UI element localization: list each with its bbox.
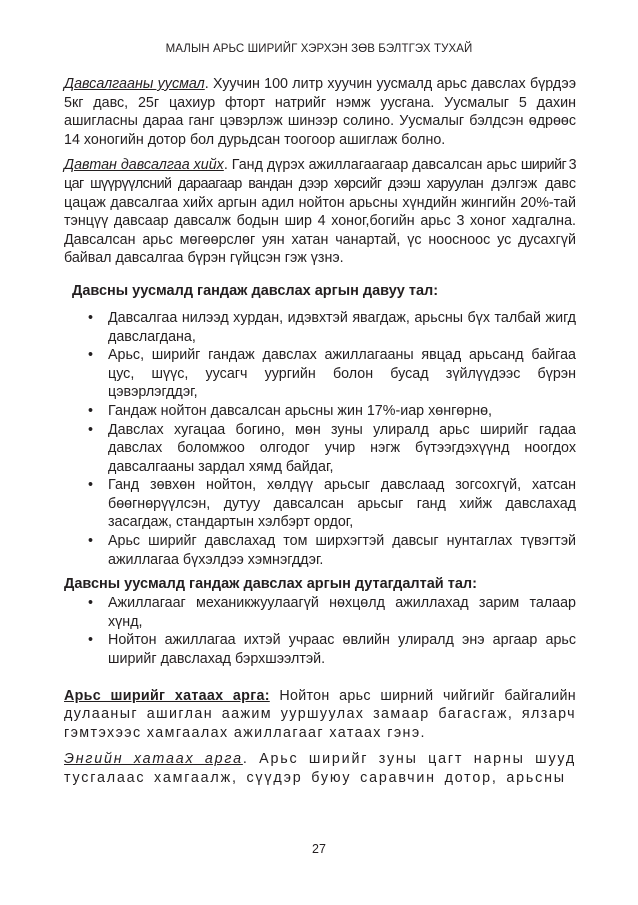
list-item bbox=[88, 421, 576, 477]
list-item-text: Давслах хугацаа богино, мөн зуны улиралд арьс ширийг гадаа давслах боломжоо олгодог учир нэгж бүтээгдэхүүнд ноогдох давсалгааны зардал хямд байдаг, bbox=[108, 421, 576, 475]
bullet-icon: • bbox=[88, 309, 94, 326]
list-item bbox=[88, 402, 576, 421]
list-item-text: Ганд зөвхөн нойтон, хөлдүү арьсыг давслаад зогсохгүй, хатсан бөөгнөрүүлсэн, дутуу давсалсан арьсыг ганд хийж давслахад засагдаж, стандартын хэлбэрт ордог, bbox=[108, 477, 576, 531]
paragraph-repeat-salting bbox=[64, 156, 576, 268]
paragraph-simple-drying bbox=[64, 750, 576, 787]
bullet-icon: • bbox=[88, 347, 94, 364]
disadvantages-heading: Давсны уусмалд гандаж давслах аргын дутагдалтай тал: bbox=[64, 576, 477, 593]
list-item bbox=[88, 346, 576, 402]
list-item bbox=[88, 594, 576, 631]
list-item-text: Ажиллагааг механикжуулаагүй нөхцөлд ажиллахад зарим талаар хүнд, bbox=[108, 595, 576, 630]
page-number: 27 bbox=[312, 842, 326, 856]
disadvantages-list bbox=[64, 594, 576, 668]
list-item-text: Гандаж нойтон давсалсан арьсны жин 17%-иар хөнгөрнө, bbox=[108, 402, 493, 419]
paragraph-drying-method bbox=[64, 687, 576, 743]
list-item-text: Давсалгаа нилээд хурдан, идэвхтэй явагдаж, арьсны бүх талбай жигд давслагдана, bbox=[108, 309, 576, 345]
list-item bbox=[88, 309, 576, 346]
paragraph-text: . Арьс ширийг зуны цагт нарны шууд тусгалаас хамгаалж, сүүдэр буюу саравчин дотор, арьсны bbox=[64, 751, 577, 786]
paragraph-text: ширийг 3 цаг шүүрүүлсний дараагаар вандан дээр хөрсийг дээш харуулан bbox=[64, 157, 576, 192]
paragraph-text: . Хуучин 100 литр хуучин уусмалд арьс давслах бүрдээ 5кг давс, 25г цахиур фторт натрийг нэмж уусгана. Уусмалыг 5 дахин ашигласны дараа ганг цэвэрлэж шинээр солино. Уусмалыг бэлдсэн өдрөөс 14 хоногийн дотор бол дурьдсан тоогоор ашиглаж болно. bbox=[64, 76, 576, 148]
term-repeat-salting: Давтан давсалгаа хийх bbox=[64, 157, 224, 174]
bullet-icon: • bbox=[88, 402, 94, 419]
list-item-text: Арьс ширийг давслахад том ширхэгтэй давсыг нунтаглах түвэгтэй ажиллагаа бүхэлдээ хэмнэгддэг. bbox=[108, 533, 576, 568]
bullet-icon: • bbox=[88, 595, 94, 612]
bullet-icon: • bbox=[88, 421, 94, 438]
bullet-icon: • bbox=[88, 477, 94, 494]
term-simple-drying: Энгийн хатаах арга bbox=[64, 751, 243, 768]
paragraph-text: Нойтон арьс ширний чийгийг байгалийн bbox=[269, 687, 576, 704]
list-item bbox=[88, 532, 576, 569]
paragraph-text: дулааныг ашиглан аажим ууршуулах замаар багасгаж, ялзарч гэмтэхээс хамгаалах ажиллагааг хатаах гэнэ. bbox=[64, 706, 576, 741]
list-item bbox=[88, 476, 576, 532]
paragraph-brine-solution bbox=[64, 75, 576, 149]
paragraph-text: . Ганд дүрэх ажиллагаагаар давсалсан арьс bbox=[223, 157, 521, 174]
running-header: МАЛЫН АРЬС ШИРИЙГ ХЭРХЭН ЗӨВ БЭЛТГЭХ ТУХАЙ bbox=[165, 43, 473, 55]
list-item-text: Нойтон ажиллагаа ихтэй учраас өвлийн улиралд энэ аргаар арьс ширийг давслахад бэрхшээлтэй. bbox=[108, 632, 576, 668]
bullet-icon: • bbox=[88, 632, 94, 649]
advantages-list bbox=[64, 309, 576, 569]
list-item bbox=[88, 631, 576, 668]
term-drying-method: Арьс ширийг хатаах арга: bbox=[64, 687, 270, 704]
term-brine-solution: Давсалгааны уусмал bbox=[64, 76, 205, 92]
list-item-text: Арьс, ширийг гандаж давслах ажиллагааны явцад арьсанд байгаа цус, шүүс, уусагч уургийн болон бусад зүйлүүдээс бүрэн цэвэрлэгддэг, bbox=[108, 347, 576, 401]
advantages-heading: Давсны уусмалд гандаж давслах аргын давуу тал: bbox=[72, 282, 439, 299]
paragraph-text: дэлгэж давс цацаж давсалгаа хийх аргын адил нойтон арьсны хүндийн жингийн 20%-тай тэнцүү давсаар давсалж бодын шир 4 хоног,богийн арьс 3 хоног хадгална. Давсалсан арьс мөгөөрслөг уян хатан чанартай, үс ноосноос ус дусахгүй байвал давсалгаа бүрэн гүйцсэн гэж үзнэ. bbox=[64, 175, 576, 267]
page-content bbox=[64, 75, 576, 788]
bullet-icon: • bbox=[88, 533, 94, 550]
